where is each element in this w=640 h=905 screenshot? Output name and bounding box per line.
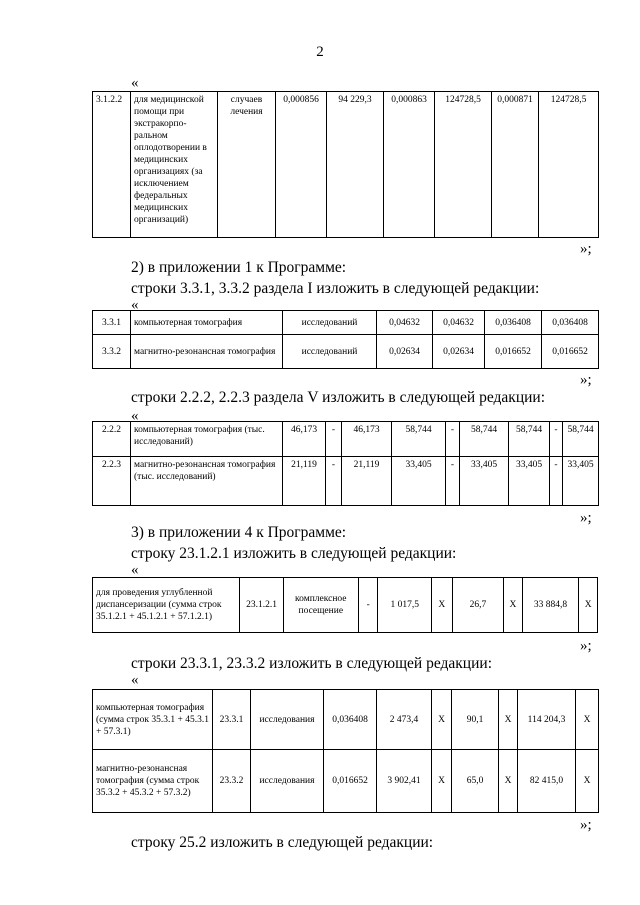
cell-x: X: [579, 578, 598, 633]
cell-unit: комплексное посещение: [283, 578, 358, 633]
cell-dash: -: [326, 457, 342, 506]
close-quote: »;: [580, 638, 592, 654]
cell-x: X: [499, 750, 518, 813]
table-3: [92, 421, 599, 506]
cell-name: компьютерная томография: [131, 311, 283, 335]
cell-value: 33 884,8: [522, 578, 579, 633]
cell-unit: исследования: [251, 690, 324, 750]
cell-num: 2.2.2: [93, 422, 131, 457]
cell-num: 3.3.2: [93, 335, 131, 369]
cell-value: 0,036408: [485, 311, 542, 335]
cell-x: X: [576, 750, 599, 813]
cell-unit: случаев лечения: [218, 92, 276, 238]
cell-name: магнитно-резонансная томография: [131, 335, 283, 369]
cell-dash: -: [446, 422, 460, 457]
paragraph: строку 23.1.2.1 изложить в следующей редакции:: [131, 545, 457, 562]
paragraph: строки 2.2.2, 2.2.3 раздела V изложить в следующей редакции:: [131, 389, 546, 406]
cell-name: для медицинской помощи при экстракорпо-ральном оплодотворении в медицинских организациях (за исключением федеральных медицинских организаций): [131, 92, 218, 238]
cell-value: 0,02634: [433, 335, 485, 369]
cell-name: магнитно-резонансная томография (сумма строк 35.3.2 + 45.3.2 + 57.3.2): [93, 750, 213, 813]
close-quote: »;: [580, 510, 592, 526]
table-row: [93, 578, 598, 633]
cell-value: 58,744: [563, 422, 599, 457]
cell-num: 23.1.2.1: [240, 578, 283, 633]
cell-unit: исследований: [283, 335, 377, 369]
cell-value: 0,036408: [324, 690, 377, 750]
cell-name: магнитно-резонансная томография (тыс. исследований): [131, 457, 283, 506]
table-row: [93, 690, 599, 750]
open-quote: «: [131, 672, 139, 688]
table-row: [93, 750, 599, 813]
cell-value: 1 017,5: [378, 578, 432, 633]
cell-value: 58,744: [460, 422, 509, 457]
open-quote: «: [131, 75, 139, 91]
table-row: [93, 422, 599, 457]
cell-value: 124728,5: [435, 92, 492, 238]
cell-value: 0,04632: [433, 311, 485, 335]
cell-value: 0,02634: [377, 335, 433, 369]
cell-value: 90,1: [452, 690, 499, 750]
cell-value: 58,744: [509, 422, 550, 457]
table-5: [92, 689, 599, 813]
open-quote: «: [131, 562, 139, 578]
cell-name: компьютерная томография (тыс. исследований): [131, 422, 283, 457]
cell-value: 0,04632: [377, 311, 433, 335]
cell-name: для проведения углубленной диспансеризации (сумма строк 35.1.2.1 + 45.1.2.1 + 57.1.2.1): [93, 578, 240, 633]
paragraph: строки 23.3.1, 23.3.2 изложить в следующей редакции:: [131, 655, 493, 672]
cell-value: 65,0: [452, 750, 499, 813]
cell-unit: исследований: [283, 311, 377, 335]
cell-value: 0,000856: [276, 92, 327, 238]
cell-value: 33,405: [392, 457, 446, 506]
cell-value: 3 902,41: [377, 750, 432, 813]
cell-num: 3.3.1: [93, 311, 131, 335]
table-row: [93, 311, 599, 335]
cell-dash: -: [326, 422, 342, 457]
cell-x: X: [432, 578, 453, 633]
table-2: [92, 310, 599, 369]
cell-x: X: [504, 578, 523, 633]
cell-value: 94 229,3: [327, 92, 384, 238]
table-4: [92, 577, 598, 633]
cell-x: X: [432, 690, 452, 750]
cell-value: 124728,5: [539, 92, 599, 238]
cell-x: X: [576, 690, 599, 750]
close-quote: »;: [580, 241, 592, 257]
table-row: [93, 335, 599, 369]
paragraph: 3) в приложении 4 к Программе:: [131, 524, 347, 541]
paragraph: 2) в приложении 1 к Программе:: [131, 259, 347, 276]
cell-value: 0,016652: [324, 750, 377, 813]
close-quote: »;: [580, 372, 592, 388]
cell-num: 23.3.1: [213, 690, 251, 750]
cell-value: 114 204,3: [518, 690, 576, 750]
cell-dash: -: [550, 422, 563, 457]
cell-value: 26,7: [452, 578, 504, 633]
cell-value: 33,405: [460, 457, 509, 506]
cell-value: 46,173: [342, 422, 392, 457]
cell-value: 0,000863: [384, 92, 435, 238]
cell-value: 33,405: [509, 457, 550, 506]
cell-num: 2.2.3: [93, 457, 131, 506]
page-number: 2: [316, 44, 324, 60]
cell-dash: -: [550, 457, 563, 506]
cell-value: 0,036408: [542, 311, 599, 335]
cell-num: 23.3.2: [213, 750, 251, 813]
table-row: [93, 457, 599, 506]
cell-value: 2 473,4: [377, 690, 432, 750]
cell-num: 3.1.2.2: [93, 92, 131, 238]
open-quote: «: [131, 408, 139, 424]
cell-value: 33,405: [563, 457, 599, 506]
cell-x: X: [432, 750, 452, 813]
paragraph: строки 3.3.1, 3.3.2 раздела I изложить в следующей редакции:: [131, 280, 540, 297]
cell-value: 0,016652: [485, 335, 542, 369]
cell-value: 21,119: [342, 457, 392, 506]
table-row: [93, 92, 599, 238]
paragraph: строку 25.2 изложить в следующей редакции:: [131, 834, 434, 851]
cell-value: 21,119: [283, 457, 326, 506]
table-1: [92, 91, 599, 238]
cell-dash: -: [446, 457, 460, 506]
cell-name: компьютерная томография (сумма строк 35.3.1 + 45.3.1 + 57.3.1): [93, 690, 213, 750]
cell-value: 0,016652: [542, 335, 599, 369]
cell-x: X: [499, 690, 518, 750]
cell-unit: исследования: [251, 750, 324, 813]
cell-dash: -: [358, 578, 378, 633]
cell-value: 0,000871: [492, 92, 539, 238]
cell-value: 46,173: [283, 422, 326, 457]
open-quote: «: [131, 297, 139, 313]
cell-value: 82 415,0: [518, 750, 576, 813]
close-quote: »;: [580, 817, 592, 833]
cell-value: 58,744: [392, 422, 446, 457]
